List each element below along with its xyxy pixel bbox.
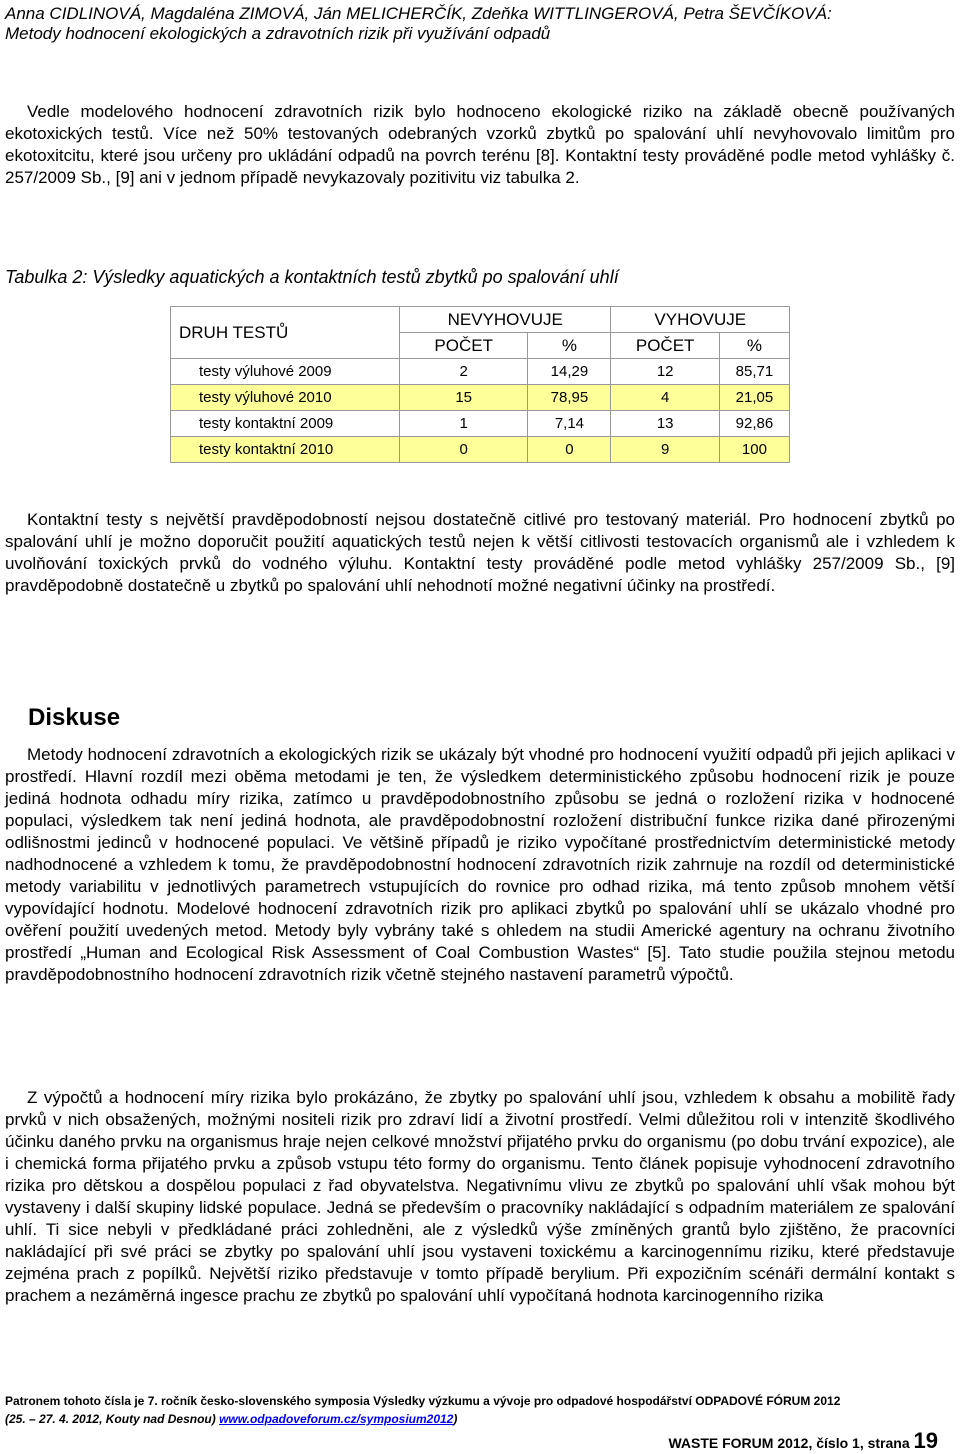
row-label: testy kontaktní 2009 [171,411,400,437]
paragraph-discussion-1: Metody hodnocení zdravotních a ekologických rizik se ukázaly být vhodné pro hodnocení využití odpadů při jejich aplikaci v prostředí. Hlavní rozdíl mezi oběma metodami je ten, že výsledkem deterministického způsobu hodnocení rizik je pouze jediná hodnota odhadu míry rizika, zatímco u pravděpodobnostního způsobu se jedná o rozložení rizika v hodnocené populaci, výsledkem tak není jediná hodnota, ale pravděpodobnostní rozložení distribuční funkce rizika dané přirozenými odlišnostmi jedinců v hodnocené populaci. Ve většině případů je riziko vypočítané prostřednictvím deterministické metody nadhodnocené a vzhledem k tomu, že pravděpodobnostní hodnocení zdravotních rizik zahrnuje na rozdíl od deterministické metody variabilitu v jednotlivých parametrech vstupujících do rovnice pro odhad rizika, má tento způsob mnohem větší vypovídající hodnotu. Modelové hodnocení zdravotních rizik pro aplikaci zbytků po spalování uhlí se ukázalo vhodné pro ověření použití uvedených metod. Metody byly vybrány také s ohledem na studii Americké agentury na ochranu životního prostředí „Human and Ecological Risk Assessment of Coal Combustion Wastes“ [5]. Tato studie použila stejnou metodu pravděpodobnostního hodnocení zdravotních rizik včetně stejného nastavení parametrů výpočtů. [5,745,955,984]
table-cell: 92,86 [719,411,789,437]
table-caption: Tabulka 2: Výsledky aquatických a kontaktních testů zbytků po spalování uhlí [5,267,619,287]
paragraph-ecological-risk: Vedle modelového hodnocení zdravotních rizik bylo hodnoceno ekologické riziko na základě obecně používaných ekotoxických testů. Více než 50% testovaných odebraných vzorků zbytků po spalování uhlí nevyhovovalo limitům pro ekotoxitcitu, které jsou určeny pro ukládání odpadů na povrch terénu [8]. Kontaktní testy prováděné podle metod vyhlášky č. 257/2009 Sb., [9] ani v jednom případě nevykazovaly pozitivitu viz tabulka 2. [5,102,955,187]
table-cell: 14,29 [528,359,611,385]
section-heading: Diskuse [28,704,121,731]
running-header-authors: Anna CIDLINOVÁ, Magdaléna ZIMOVÁ, Ján MELICHERČÍK, Zdeňka WITTLINGEROVÁ, Petra ŠEVČÍKOVÁ: [5,4,832,23]
paragraph-discussion-2: Z výpočtů a hodnocení míry rizika bylo prokázáno, že zbytky po spalování uhlí jsou, vzhledem k obsahu a mobilitě řady prvků v nich obsažených, možnými nositeli rizik pro zdraví lidí a životní prostředí. Velmi důležitou roli v intenzitě škodlivého účinku daného prvku na organismus hraje nejen celkové množství přijatého prvku do organismu (po dobu trvání expozice), ale i chemická forma přijatého prvku a způsob vstupu této formy do organismu. Tento článek popisuje vyhodnocení zdravotního rizika pro dětskou a dospělou populaci z řad obyvatelstva. Negativnímu vlivu ze zbytků po spalování uhlí však mohou být vystaveny i další skupiny lidské populace. Jedná se především o pracovníky nakládající s odpadním materiálem ze spalování uhlí. Ti sice nebyli v předkládané práci zohledněni, ale z výsledků výše zmíněných grantů bylo zjištěno, že pracovníci nakládající při své práci se zbytky po spalování uhlí jsou vystaveni toxickému a karcinogennímu riziku, které představuje zejména prach z popílků. Největší riziko představuje v tomto případě berylium. Při expozičním scénáři dermální kontakt s prachem a nezáměrná ingesce prachu ze zbytků po spalování uhlí vypočítaná hodnota karcinogenního rizika [5,1088,955,1305]
subheader-percent: % [719,333,789,359]
table-cell: 13 [611,411,719,437]
table-cell: 78,95 [528,385,611,411]
table-cell: 100 [719,437,789,463]
row-label: testy výluhové 2010 [171,385,400,411]
table-cell: 85,71 [719,359,789,385]
column-header-test-type: DRUH TESTŮ [171,307,400,359]
table-cell: 15 [400,385,528,411]
table-cell: 12 [611,359,719,385]
paragraph-contact-tests: Kontaktní testy s největší pravděpodobností nejsou dostatečně citlivé pro testovaný materiál. Pro hodnocení zbytků po spalování uhlí je možno doporučit použití aquatických testů nejen k větší citlivosti testovacích organismů ale i vzhledem k uvolňování toxických prvků do vodného výluhu. Kontaktní testy prováděné podle metod vyhlášky 257/2009 Sb., [9] pravděpodobně dostatečně u zbytků po spalování uhlí nehodnotí možné negativní účinky na prostředí. [5,510,955,595]
table-row [171,437,790,463]
table-cell: 0 [400,437,528,463]
subheader-count: POČET [400,333,528,359]
table-header-row [171,307,790,333]
table-cell: 4 [611,385,719,411]
subheader-count: POČET [611,333,719,359]
table-cell: 7,14 [528,411,611,437]
journal-citation: WASTE FORUM 2012, číslo 1, strana [668,1435,914,1451]
column-header-compliant: VYHOVUJE [611,307,790,333]
footer-event [5,1412,457,1426]
table-cell: 1 [400,411,528,437]
table-cell: 0 [528,437,611,463]
table-row [171,385,790,411]
table-cell: 21,05 [719,385,789,411]
table-cell: 9 [611,437,719,463]
running-header-title: Metody hodnocení ekologických a zdravotních rizik při využívání odpadů [5,24,551,43]
row-label: testy kontaktní 2010 [171,437,400,463]
footer-patron: Patronem tohoto čísla je 7. ročník česko-slovenského symposia Výsledky výzkumu a vývoje pro odpadové hospodářství ODPADOVÉ FÓRUM 2012 [5,1394,841,1408]
footer-link[interactable]: www.odpadoveforum.cz/symposium2012 [219,1412,454,1426]
footer-event-date: (25. – 27. 4. 2012, Kouty nad Desnou) [5,1412,220,1426]
results-table [170,306,790,463]
footer-journal [668,1428,938,1454]
footer-event-close: ) [453,1412,458,1426]
table-row [171,411,790,437]
subheader-percent: % [528,333,611,359]
page-number: 19 [913,1428,938,1453]
row-label: testy výluhové 2009 [171,359,400,385]
table-row [171,359,790,385]
column-header-noncompliant: NEVYHOVUJE [400,307,611,333]
table-cell: 2 [400,359,528,385]
